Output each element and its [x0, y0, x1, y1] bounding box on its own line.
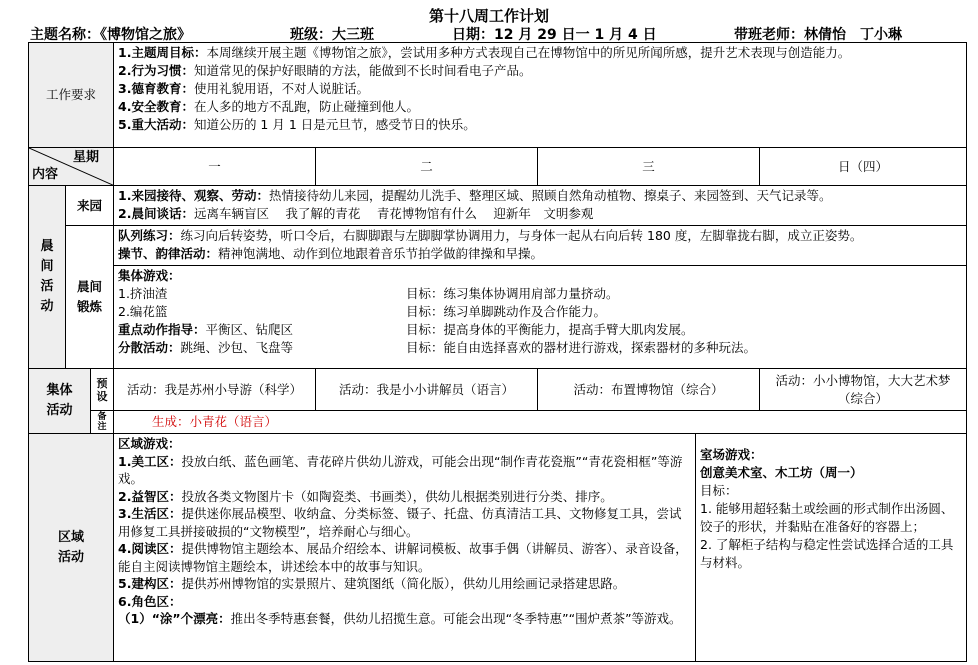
day-wednesday: 三: [538, 148, 760, 186]
area-item: （1）“涂”个漂亮：推出冬季特惠套餐，供幼儿招揽生意。可能会出现“冬季特惠”“围炉煮茶”等游戏。: [118, 611, 682, 626]
exercise-games: 集体游戏： 1.挤油渣 目标：练习集体协调用肩部力量挤动。 2.编花篮 目标：练习单脚跳动作及合作能力。 重点动作指导：平衡区、钻爬区 目标：提高身体的平衡能力，提高手臂大肌肉发展。 分散活动：跳绳、沙包、飞盘等 目标：能自由选择喜欢的器材进行游戏，探索器材的多种玩法。: [114, 266, 967, 369]
requirement-item: 2.行为习惯：知道常见的保护好眼睛的方法，能做到不长时间看电子产品。: [118, 63, 532, 78]
theme-name: 主题名称：《博物馆之旅》: [30, 27, 191, 43]
requirement-item: 5.重大活动：知道公历的 1 月 1 日是元旦节，感受节日的快乐。: [118, 117, 476, 132]
morning-label: 晨间活动: [29, 186, 66, 369]
arrival-content: 1.来园接待、观察、劳动：热情接待幼儿来园，提醒幼儿洗手、整理区域、照顾自然角动植物、擦桌子、来园签到、天气记录等。 2.晨间谈话：远离车辆盲区 我了解的青花 青花博物馆有什么 迎新年 文明参观: [114, 186, 967, 226]
game-row: 2.编花篮 目标：练习单脚跳动作及合作能力。: [118, 304, 607, 319]
preset-monday: 活动：我是苏州小导游（科学）: [114, 369, 316, 411]
plan-table: [28, 42, 967, 662]
arrival-label: 来园: [66, 186, 114, 226]
requirement-item: 3.德育教育：使用礼貌用语，不对人说脏话。: [118, 81, 369, 96]
room-goal: 2. 了解柜子结构与稳定性尝试选择合适的工具与材料。: [700, 537, 954, 570]
room-content: 室场游戏： 创意美术室、木工坊（周一） 目标： 1. 能够用超轻黏土或绘画的形式制作出汤圆、饺子的形状，并黏贴在准备好的容器上； 2. 了解柜子结构与稳定性尝试选择合适的工具与材料。: [696, 434, 967, 662]
area-item: 6.角色区：: [118, 593, 182, 609]
room-goal: 1. 能够用超轻黏土或绘画的形式制作出汤圆、饺子的形状，并黏贴在准备好的容器上；: [700, 501, 954, 534]
preset-wednesday: 活动：布置博物馆（综合）: [538, 369, 760, 411]
day-tuesday: 二: [316, 148, 538, 186]
day-label: 星期: [72, 150, 99, 165]
exercise-label: 晨间锻炼: [66, 226, 114, 369]
requirements-label: 工作要求: [29, 43, 114, 148]
date-range: 日期：12 月 29 日一 1 月 4 日: [452, 27, 657, 43]
game-row: 1.挤油渣 目标：练习集体协调用肩部力量挤动。: [118, 286, 619, 301]
free-activity-row: 分散活动：跳绳、沙包、飞盘等 目标：能自由选择喜欢的器材进行游戏，探索器材的多种玩法。: [118, 340, 757, 355]
class-name: 班级：大三班: [290, 27, 374, 43]
requirements-content: [114, 43, 967, 148]
area-item: 3.生活区：提供迷你展品模型、收纳盒、分类标签、镊子、托盘、仿真清洁工具、文物修复工具，尝试用修复工具拼接破损的“文物模型”，培养耐心与细心。: [118, 506, 682, 539]
preset-thursday: 活动：小小博物馆，大大艺术梦（综合）: [760, 369, 967, 411]
requirement-item: 4.安全教育：在人多的地方不乱跑，防止碰撞到他人。: [118, 99, 419, 114]
area-content: 区域游戏： 1.美工区：投放白纸、蓝色画笔、青花碎片供幼儿游戏，可能会出现“制作青花瓷瓶”“青花瓷相框”等游戏。 2.益智区：投放各类文物图片卡（如陶瓷类、书画类），供幼儿根据类别进行分类、排序。 3.生活区：提供迷你展品模型、收纳盒、分类标签、镊子、托盘、仿真清洁工具、文物修复工具，尝试用修复工具拼接破损的“文物模型”，培养耐心与细心。 4.阅读区：提供博物馆主题绘本、展品介绍绘本、讲解词模板、故事手偶（讲解员、游客）、录音设备，能自主阅读博物馆主题绘本，讲述绘本中的故事与知识。 5.建构区：提供苏州博物馆的实景照片、建筑图纸（简化版），供幼儿用绘画记录搭建思路。 6.角色区： （1）“涂”个漂亮：推出冬季特惠套餐，供幼儿招揽生意。可能会出现“冬季特惠”“围炉煮茶”等游戏。: [114, 434, 696, 662]
area-item: 4.阅读区：提供博物馆主题绘本、展品介绍绘本、讲解词模板、故事手偶（讲解员、游客）、录音设备，能自主阅读博物馆主题绘本，讲述绘本中的故事与知识。: [118, 541, 688, 574]
day-content-header: [29, 148, 114, 186]
preset-tuesday: 活动：我是小小讲解员（语言）: [316, 369, 538, 411]
preset-label: 预设: [91, 369, 114, 411]
exercise-drill: 队列练习：练习向后转姿势，听口令后，右脚脚跟与左脚脚掌协调用力，与身体一起从右向后转 180 度，左脚靠拢右脚，成立正姿势。 操节、韵律活动：精神饱满地、动作到位地跟着音乐节拍学做韵律操和早操。: [114, 226, 967, 266]
area-item: 1.美工区：投放白纸、蓝色画笔、青花碎片供幼儿游戏，可能会出现“制作青花瓷瓶”“青花瓷相框”等游戏。: [118, 453, 683, 486]
area-item: 5.建构区：提供苏州博物馆的实景照片、建筑图纸（简化版），供幼儿用绘画记录搭建思路。: [118, 576, 626, 591]
key-movement-row: 重点动作指导：平衡区、钻爬区 目标：提高身体的平衡能力，提高手臂大肌肉发展。: [118, 322, 694, 337]
group-label: 集体活动: [29, 369, 91, 434]
note-label: 备注: [91, 411, 114, 434]
content-label: 内容: [32, 167, 59, 182]
area-item: 2.益智区：投放各类文物图片卡（如陶瓷类、书画类），供幼儿根据类别进行分类、排序。: [118, 488, 613, 504]
note-content: 生成：小青花（语言）: [114, 411, 967, 434]
requirement-item: 1.主题周目标：本周继续开展主题《博物馆之旅》，尝试用多种方式表现自己在博物馆中的所见所闻所感，提升艺术表现与创造能力。: [118, 45, 851, 60]
day-monday: 一: [114, 148, 316, 186]
teachers: 带班老师：林倩怡 丁小琳: [734, 27, 902, 43]
area-label: 区域活动: [29, 434, 114, 662]
day-thursday: 日（四）: [760, 148, 967, 186]
page-title: 第十八周工作计划: [428, 7, 549, 25]
